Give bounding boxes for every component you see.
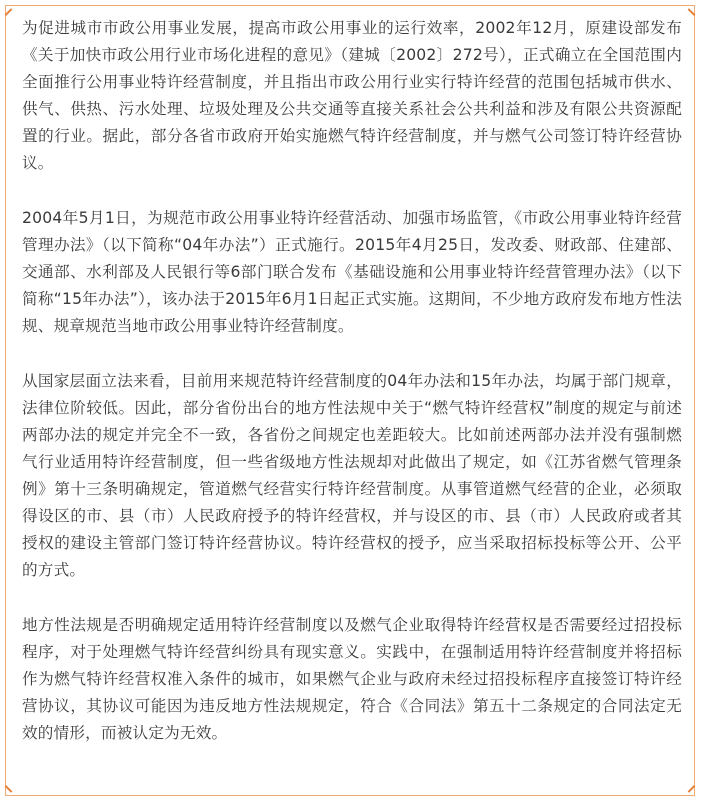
frame-corner-bottom-right [685,786,694,795]
article-frame [5,5,695,796]
paragraph-4: 地方性法规是否明确规定适用特许经营制度以及燃气企业取得特许经营权是否需要经过招投标程序，对于处理燃气特许经营纠纷具有现实意义。实践中，在强制适用特许经营制度并将招标作为燃气特许经营权准入条件的城市，如果燃气企业与政府未经过招投标程序直接签订特许经营协议，其协议可能因为违反地方性法规规定，符合《合同法》第五十二条规定的合同法定无效的情形，而被认定为无效。 [22,616,682,742]
paragraph-2: 2004年5月1日，为规范市政公用事业特许经营活动、加强市场监管，《市政公用事业特许经营管理办法》（以下简称“04年办法”）正式施行。2015年4月25日，发改委、财政部、住建部、交通部、水利部及人民银行等6部门联合发布《基础设施和公用事业特许经营管理办法》（以下简称“15年办法”），该办法于2015年6月1日起正式实施。这期间，不少地方政府发布地方性法规、规章规范当地市政公用事业特许经营制度。 [22,209,682,335]
frame-corner-top-left [6,6,15,15]
frame-corner-top-right [685,6,694,15]
frame-corner-bottom-left [6,786,15,795]
paragraph-1: 为促进城市市政公用事业发展，提高市政公用事业的运行效率，2002年12月，原建设部发布《关于加快市政公用行业市场化进程的意见》（建城〔2002〕272号），正式确立在全国范围内全面推行公用事业特许经营制度，并且指出市政公用行业实行特许经营的范围包括城市供水、供气、供热、污水处理、垃圾处理及公共交通等直接关系社会公共利益和涉及有限公共资源配置的行业。据此，部分各省市政府开始实施燃气特许经营制度，并与燃气公司签订特许经营协议。 [22,19,682,172]
paragraph-3: 从国家层面立法来看，目前用来规范特许经营制度的04年办法和15年办法，均属于部门规章，法律位阶较低。因此，部分省份出台的地方性法规中关于“燃气特许经营权”制度的规定与前述两部办法的规定并完全不一致，各省份之间规定也差距较大。比如前述两部办法并没有强制燃气行业适用特许经营制度，但一些省级地方性法规却对此做出了规定，如《江苏省燃气管理条例》第十三条明确规定，管道燃气经营实行特许经营制度。从事管道燃气经营的企业，必须取得设区的市、县（市）人民政府授予的特许经营权，并与设区的市、县（市）人民政府或者其授权的建设主管部门签订特许经营协议。特许经营权的授予，应当采取招标投标等公开、公平的方式。 [22,372,682,579]
article-body [22,15,682,775]
